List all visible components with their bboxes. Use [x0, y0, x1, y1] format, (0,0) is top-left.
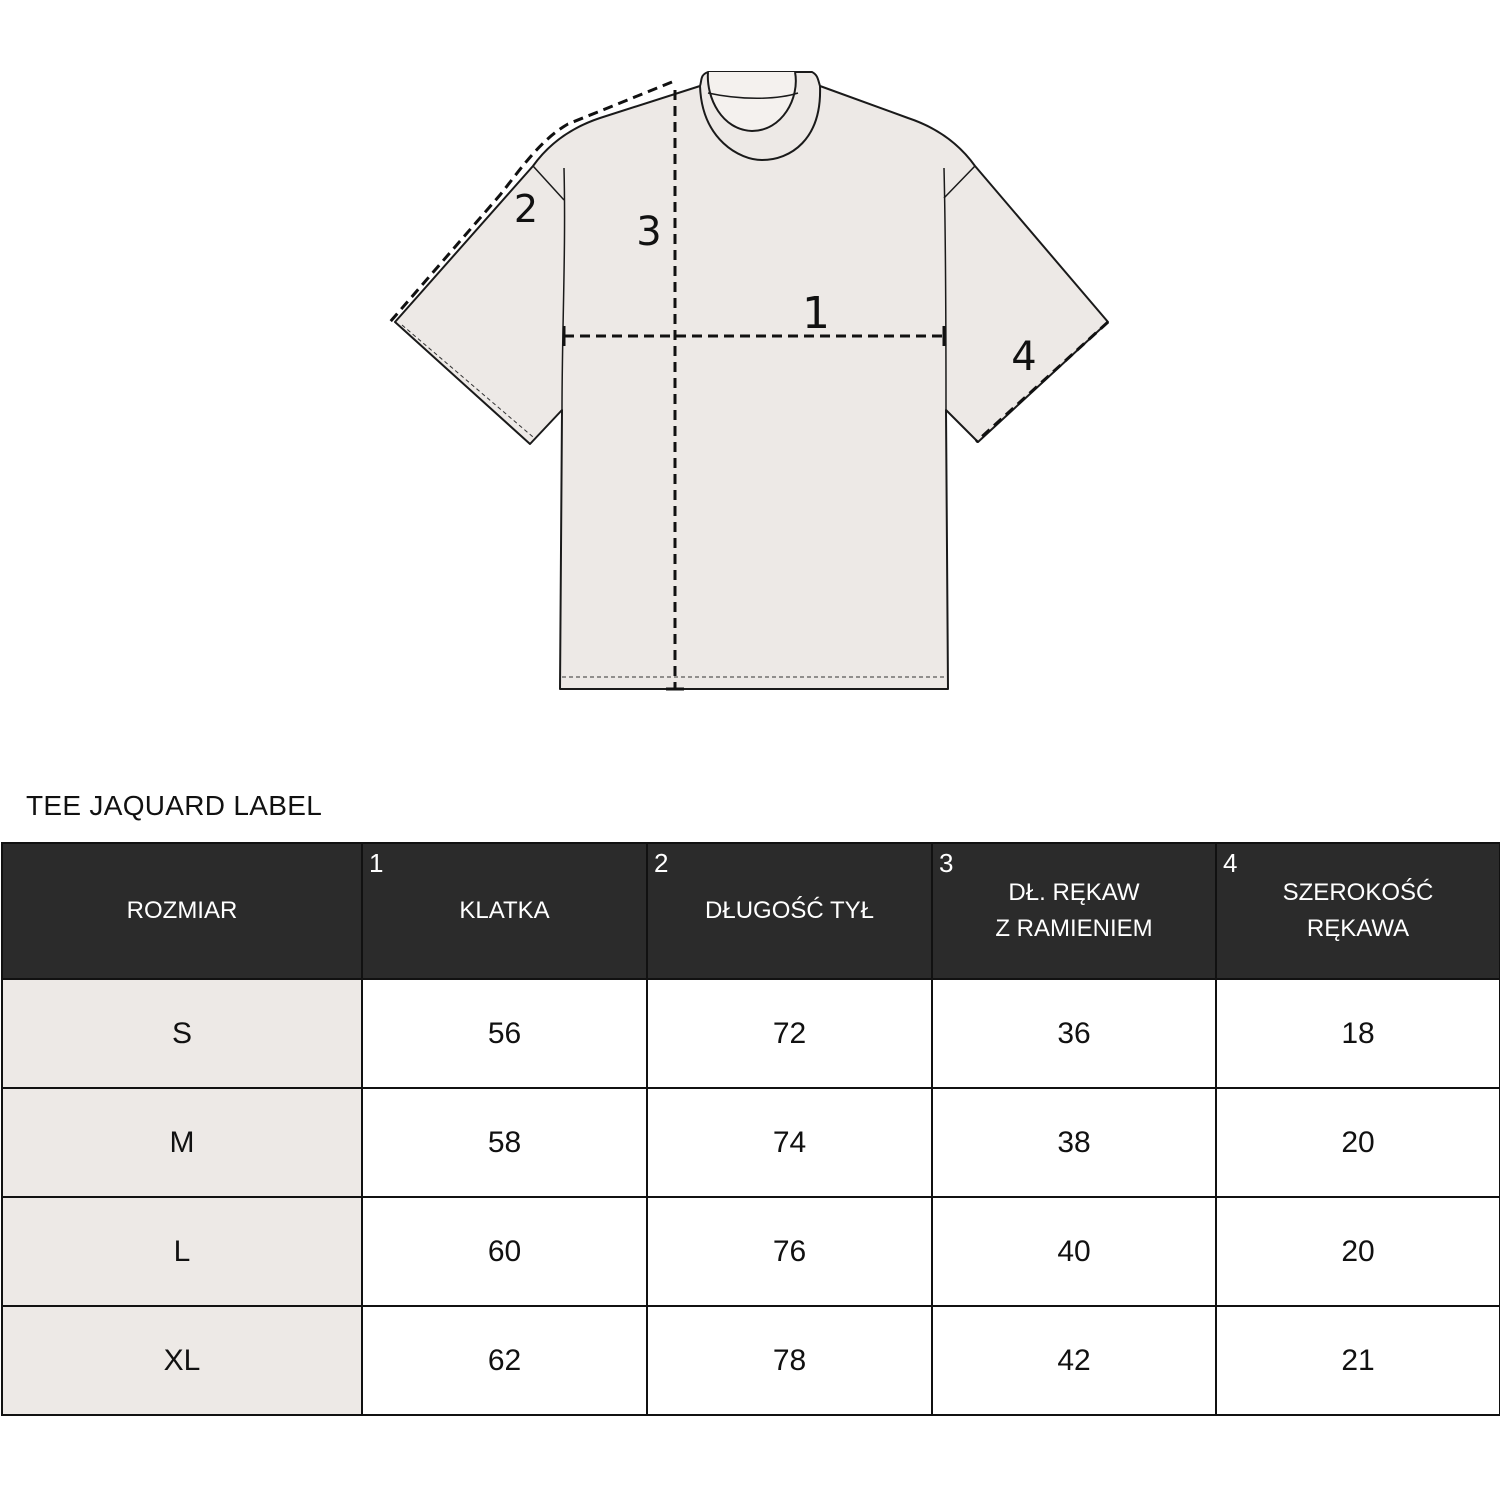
value-cell: 18 — [1216, 979, 1500, 1088]
header-label: DŁ. RĘKAW — [1008, 879, 1140, 906]
measure-label-2: 2 — [513, 187, 539, 231]
size-cell: XL — [2, 1306, 362, 1415]
value-cell: 62 — [362, 1306, 647, 1415]
value-cell: 20 — [1216, 1197, 1500, 1306]
table-header-row — [2, 843, 1500, 979]
value-cell: 40 — [932, 1197, 1216, 1306]
header-chest — [362, 843, 647, 979]
header-label: SZEROKOŚĆ — [1282, 879, 1434, 906]
table-row — [2, 979, 1500, 1088]
header-sleeve-width — [1216, 843, 1500, 979]
header-number: 3 — [939, 848, 954, 878]
table-row — [2, 1088, 1500, 1197]
value-cell: 20 — [1216, 1088, 1500, 1197]
tshirt-outline — [395, 72, 1108, 689]
value-cell: 76 — [647, 1197, 932, 1306]
measure-label-1: 1 — [802, 288, 830, 339]
value-cell: 56 — [362, 979, 647, 1088]
size-chart-table — [1, 842, 1500, 1416]
header-label: Z RAMIENIEM — [995, 915, 1153, 942]
header-size: ROZMIAR — [2, 843, 362, 979]
header-label: KLATKA — [459, 897, 550, 924]
value-cell: 21 — [1216, 1306, 1500, 1415]
header-number: 1 — [369, 848, 384, 878]
table-row — [2, 1197, 1500, 1306]
size-cell: L — [2, 1197, 362, 1306]
header-label: DŁUGOŚĆ TYŁ — [705, 897, 874, 924]
product-title: TEE JAQUARD LABEL — [26, 790, 323, 821]
value-cell: 78 — [647, 1306, 932, 1415]
header-number: 4 — [1223, 848, 1238, 878]
value-cell: 60 — [362, 1197, 647, 1306]
size-cell: S — [2, 979, 362, 1088]
value-cell: 74 — [647, 1088, 932, 1197]
value-cell: 42 — [932, 1306, 1216, 1415]
measure-label-4: 4 — [1011, 334, 1037, 380]
header-back-length — [647, 843, 932, 979]
header-number: 2 — [654, 848, 669, 878]
measure-label-3: 3 — [636, 209, 662, 255]
header-sleeve-length — [932, 843, 1216, 979]
value-cell: 58 — [362, 1088, 647, 1197]
value-cell: 72 — [647, 979, 932, 1088]
tshirt-measurement-diagram — [0, 0, 1500, 720]
table-row — [2, 1306, 1500, 1415]
header-label: RĘKAWA — [1306, 915, 1410, 942]
size-cell: M — [2, 1088, 362, 1197]
value-cell: 38 — [932, 1088, 1216, 1197]
value-cell: 36 — [932, 979, 1216, 1088]
